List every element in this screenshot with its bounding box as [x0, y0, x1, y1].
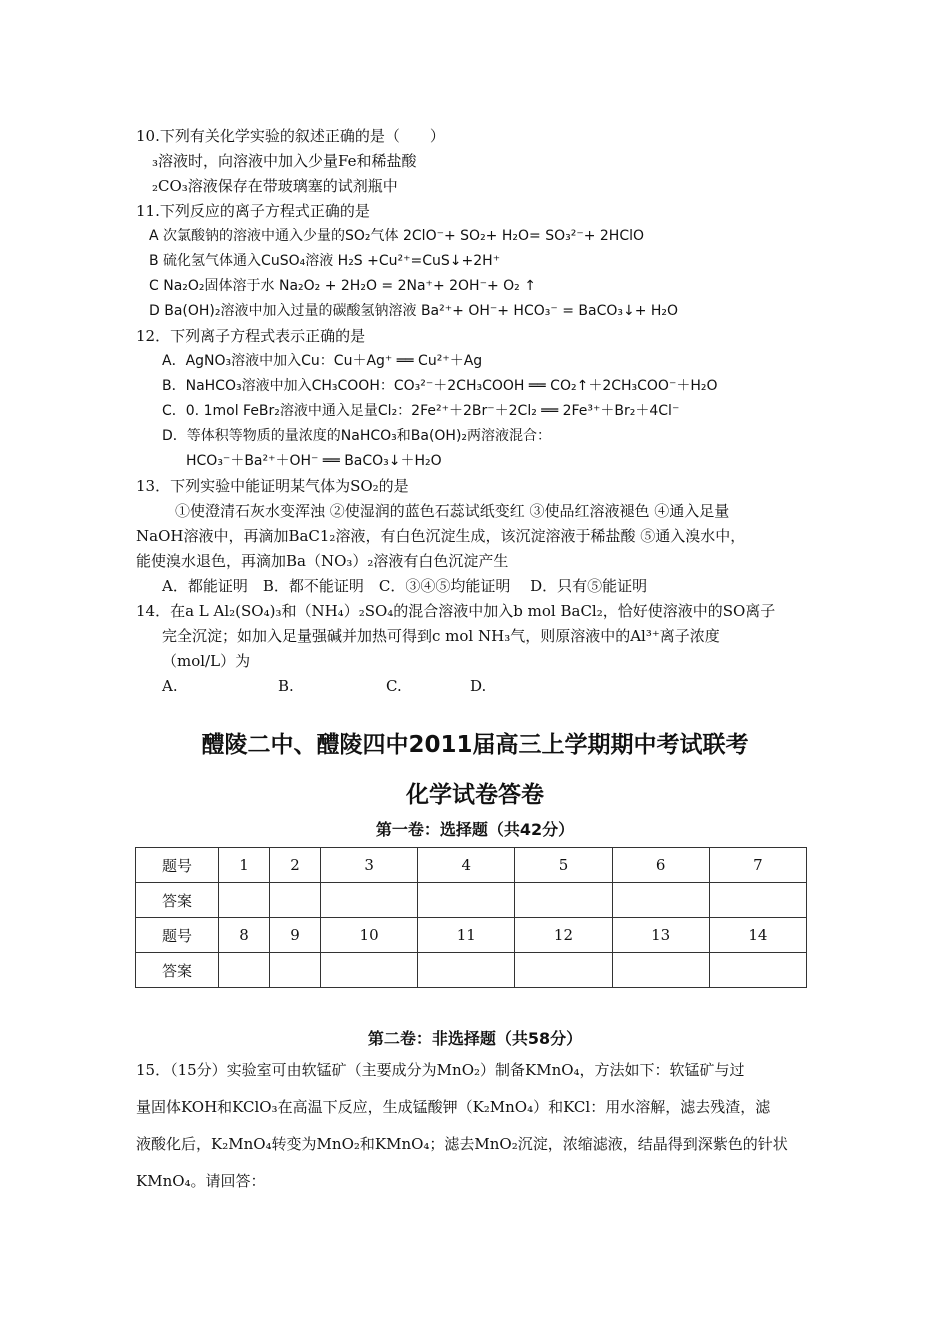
- q11-stem: 11.下列反应的离子方程式正确的是: [136, 202, 370, 220]
- question-number: 5: [515, 848, 612, 883]
- question-number: 10: [321, 918, 418, 953]
- answer-cell[interactable]: [219, 953, 270, 988]
- q10-stem: 10.下列有关化学实验的叙述正确的是（ ）: [136, 127, 445, 145]
- q11-option-a: A 次氯酸钠的溶液中通入少量的SO₂气体 2ClO⁻+ SO₂+ H₂O= SO₃²⁻+ 2HClO: [149, 228, 645, 244]
- q14-stem-line3: （mol/L）为: [162, 652, 251, 670]
- q15-line2: 量固体KOH和KClO₃在高温下反应，生成锰酸钾（K₂MnO₄）和KCl：用水溶解，滤去残渣，滤: [136, 1098, 771, 1116]
- q11-option-d: D Ba(OH)₂溶液中加入过量的碳酸氢钠溶液 Ba²⁺+ OH⁻+ HCO₃⁻ = BaCO₃↓+ H₂O: [149, 303, 679, 319]
- question-number: 12: [515, 918, 612, 953]
- answer-table: [135, 847, 807, 988]
- q11-option-c: C Na₂O₂固体溶于水 Na₂O₂ + 2H₂O = 2Na⁺+ 2OH⁻+ O₂ ↑: [149, 278, 536, 294]
- q13-body-line1: ①使澄清石灰水变浑浊 ②使湿润的蓝色石蕊试纸变红 ③使品红溶液褪色 ④通入足量: [175, 502, 730, 520]
- q14-option-b: B.: [278, 677, 294, 695]
- row-label-question: 题号: [136, 848, 219, 883]
- row-label-question: 题号: [136, 918, 219, 953]
- q13-stem: 13．下列实验中能证明某气体为SO₂的是: [136, 477, 409, 495]
- table-row: [136, 883, 807, 918]
- answer-cell[interactable]: [515, 883, 612, 918]
- question-number: 8: [219, 918, 270, 953]
- question-number: 13: [612, 918, 709, 953]
- q13-options: A．都能证明 B．都不能证明 C．③④⑤均能证明 D．只有⑤能证明: [162, 577, 648, 595]
- question-number: 6: [612, 848, 709, 883]
- q12-option-a: A．AgNO₃溶液中加入Cu：Cu＋Ag⁺ ══ Cu²⁺＋Ag: [162, 353, 483, 369]
- q14-stem-line2: 完全沉淀；如加入足量强碱并加热可得到c mol NH₃气，则原溶液中的Al³⁺离子浓度: [162, 627, 720, 645]
- part2-heading: 第二卷：非选择题（共58分）: [367, 1029, 583, 1048]
- answer-cell[interactable]: [321, 883, 418, 918]
- question-number: 14: [709, 918, 806, 953]
- answer-cell[interactable]: [321, 953, 418, 988]
- part1-heading: 第一卷：选择题（共42分）: [375, 820, 575, 839]
- table-row: [136, 848, 807, 883]
- question-number: 2: [270, 848, 321, 883]
- answer-cell[interactable]: [270, 883, 321, 918]
- q15-line4: KMnO₄。请回答：: [136, 1172, 266, 1190]
- answer-cell[interactable]: [515, 953, 612, 988]
- q12-option-d-equation: HCO₃⁻＋Ba²⁺＋OH⁻ ══ BaCO₃↓＋H₂O: [186, 453, 442, 469]
- q15-line3: 液酸化后，K₂MnO₄转变为MnO₂和KMnO₄；滤去MnO₂沉淀，浓缩滤液，结晶得到深紫色的针状: [136, 1135, 788, 1153]
- table-row: [136, 953, 807, 988]
- question-number: 4: [418, 848, 515, 883]
- row-label-answer: 答案: [136, 883, 219, 918]
- question-number: 1: [219, 848, 270, 883]
- question-number: 3: [321, 848, 418, 883]
- q11-option-b: B 硫化氢气体通入CuSO₄溶液 H₂S +Cu²⁺=CuS↓+2H⁺: [149, 253, 501, 269]
- answer-cell[interactable]: [709, 953, 806, 988]
- q13-body-line3: 能使溴水退色，再滴加Ba（NO₃）₂溶液有白色沉淀产生: [136, 552, 509, 570]
- q12-stem: 12．下列离子方程式表示正确的是: [136, 327, 366, 345]
- question-number: 9: [270, 918, 321, 953]
- question-number: 11: [418, 918, 515, 953]
- q12-option-b: B．NaHCO₃溶液中加入CH₃COOH：CO₃²⁻＋2CH₃COOH ══ CO₂↑＋2CH₃COO⁻＋H₂O: [162, 378, 718, 394]
- answer-sheet-title: 醴陵二中、醴陵四中2011届高三上学期期中考试联考: [201, 732, 749, 758]
- q12-option-c: C．0. 1mol FeBr₂溶液中通入足量Cl₂：2Fe²⁺＋2Br⁻＋2Cl₂ ══ 2Fe³⁺＋Br₂＋4Cl⁻: [162, 403, 680, 419]
- answer-cell[interactable]: [270, 953, 321, 988]
- q10-option-b: ₂CO₃溶液保存在带玻璃塞的试剂瓶中: [152, 177, 398, 195]
- answer-cell[interactable]: [612, 883, 709, 918]
- q14-option-a: A.: [162, 677, 178, 695]
- answer-sheet-subtitle: 化学试卷答卷: [406, 782, 544, 808]
- answer-cell[interactable]: [612, 953, 709, 988]
- answer-cell[interactable]: [418, 883, 515, 918]
- answer-cell[interactable]: [418, 953, 515, 988]
- table-row: [136, 918, 807, 953]
- q14-option-d: D.: [470, 677, 487, 695]
- answer-cell[interactable]: [219, 883, 270, 918]
- row-label-answer: 答案: [136, 953, 219, 988]
- q12-option-d: D．等体积等物质的量浓度的NaHCO₃和Ba(OH)₂两溶液混合：: [162, 428, 552, 444]
- q13-body-line2: NaOH溶液中，再滴加BaC1₂溶液，有白色沉淀生成，该沉淀溶液于稀盐酸 ⑤通入溴水中，: [136, 527, 746, 545]
- answer-cell[interactable]: [709, 883, 806, 918]
- q14-stem-line1: 14．在a L Al₂(SO₄)₃和（NH₄）₂SO₄的混合溶液中加入b mol BaCl₂，恰好使溶液中的SO离子: [136, 602, 776, 620]
- q10-option-a: ₃溶液时，向溶液中加入少量Fe和稀盐酸: [152, 152, 417, 170]
- question-number: 7: [709, 848, 806, 883]
- q15-line1: 15．（15分）实验室可由软锰矿（主要成分为MnO₂）制备KMnO₄，方法如下：软锰矿与过: [136, 1061, 745, 1079]
- q14-option-c: C.: [386, 677, 402, 695]
